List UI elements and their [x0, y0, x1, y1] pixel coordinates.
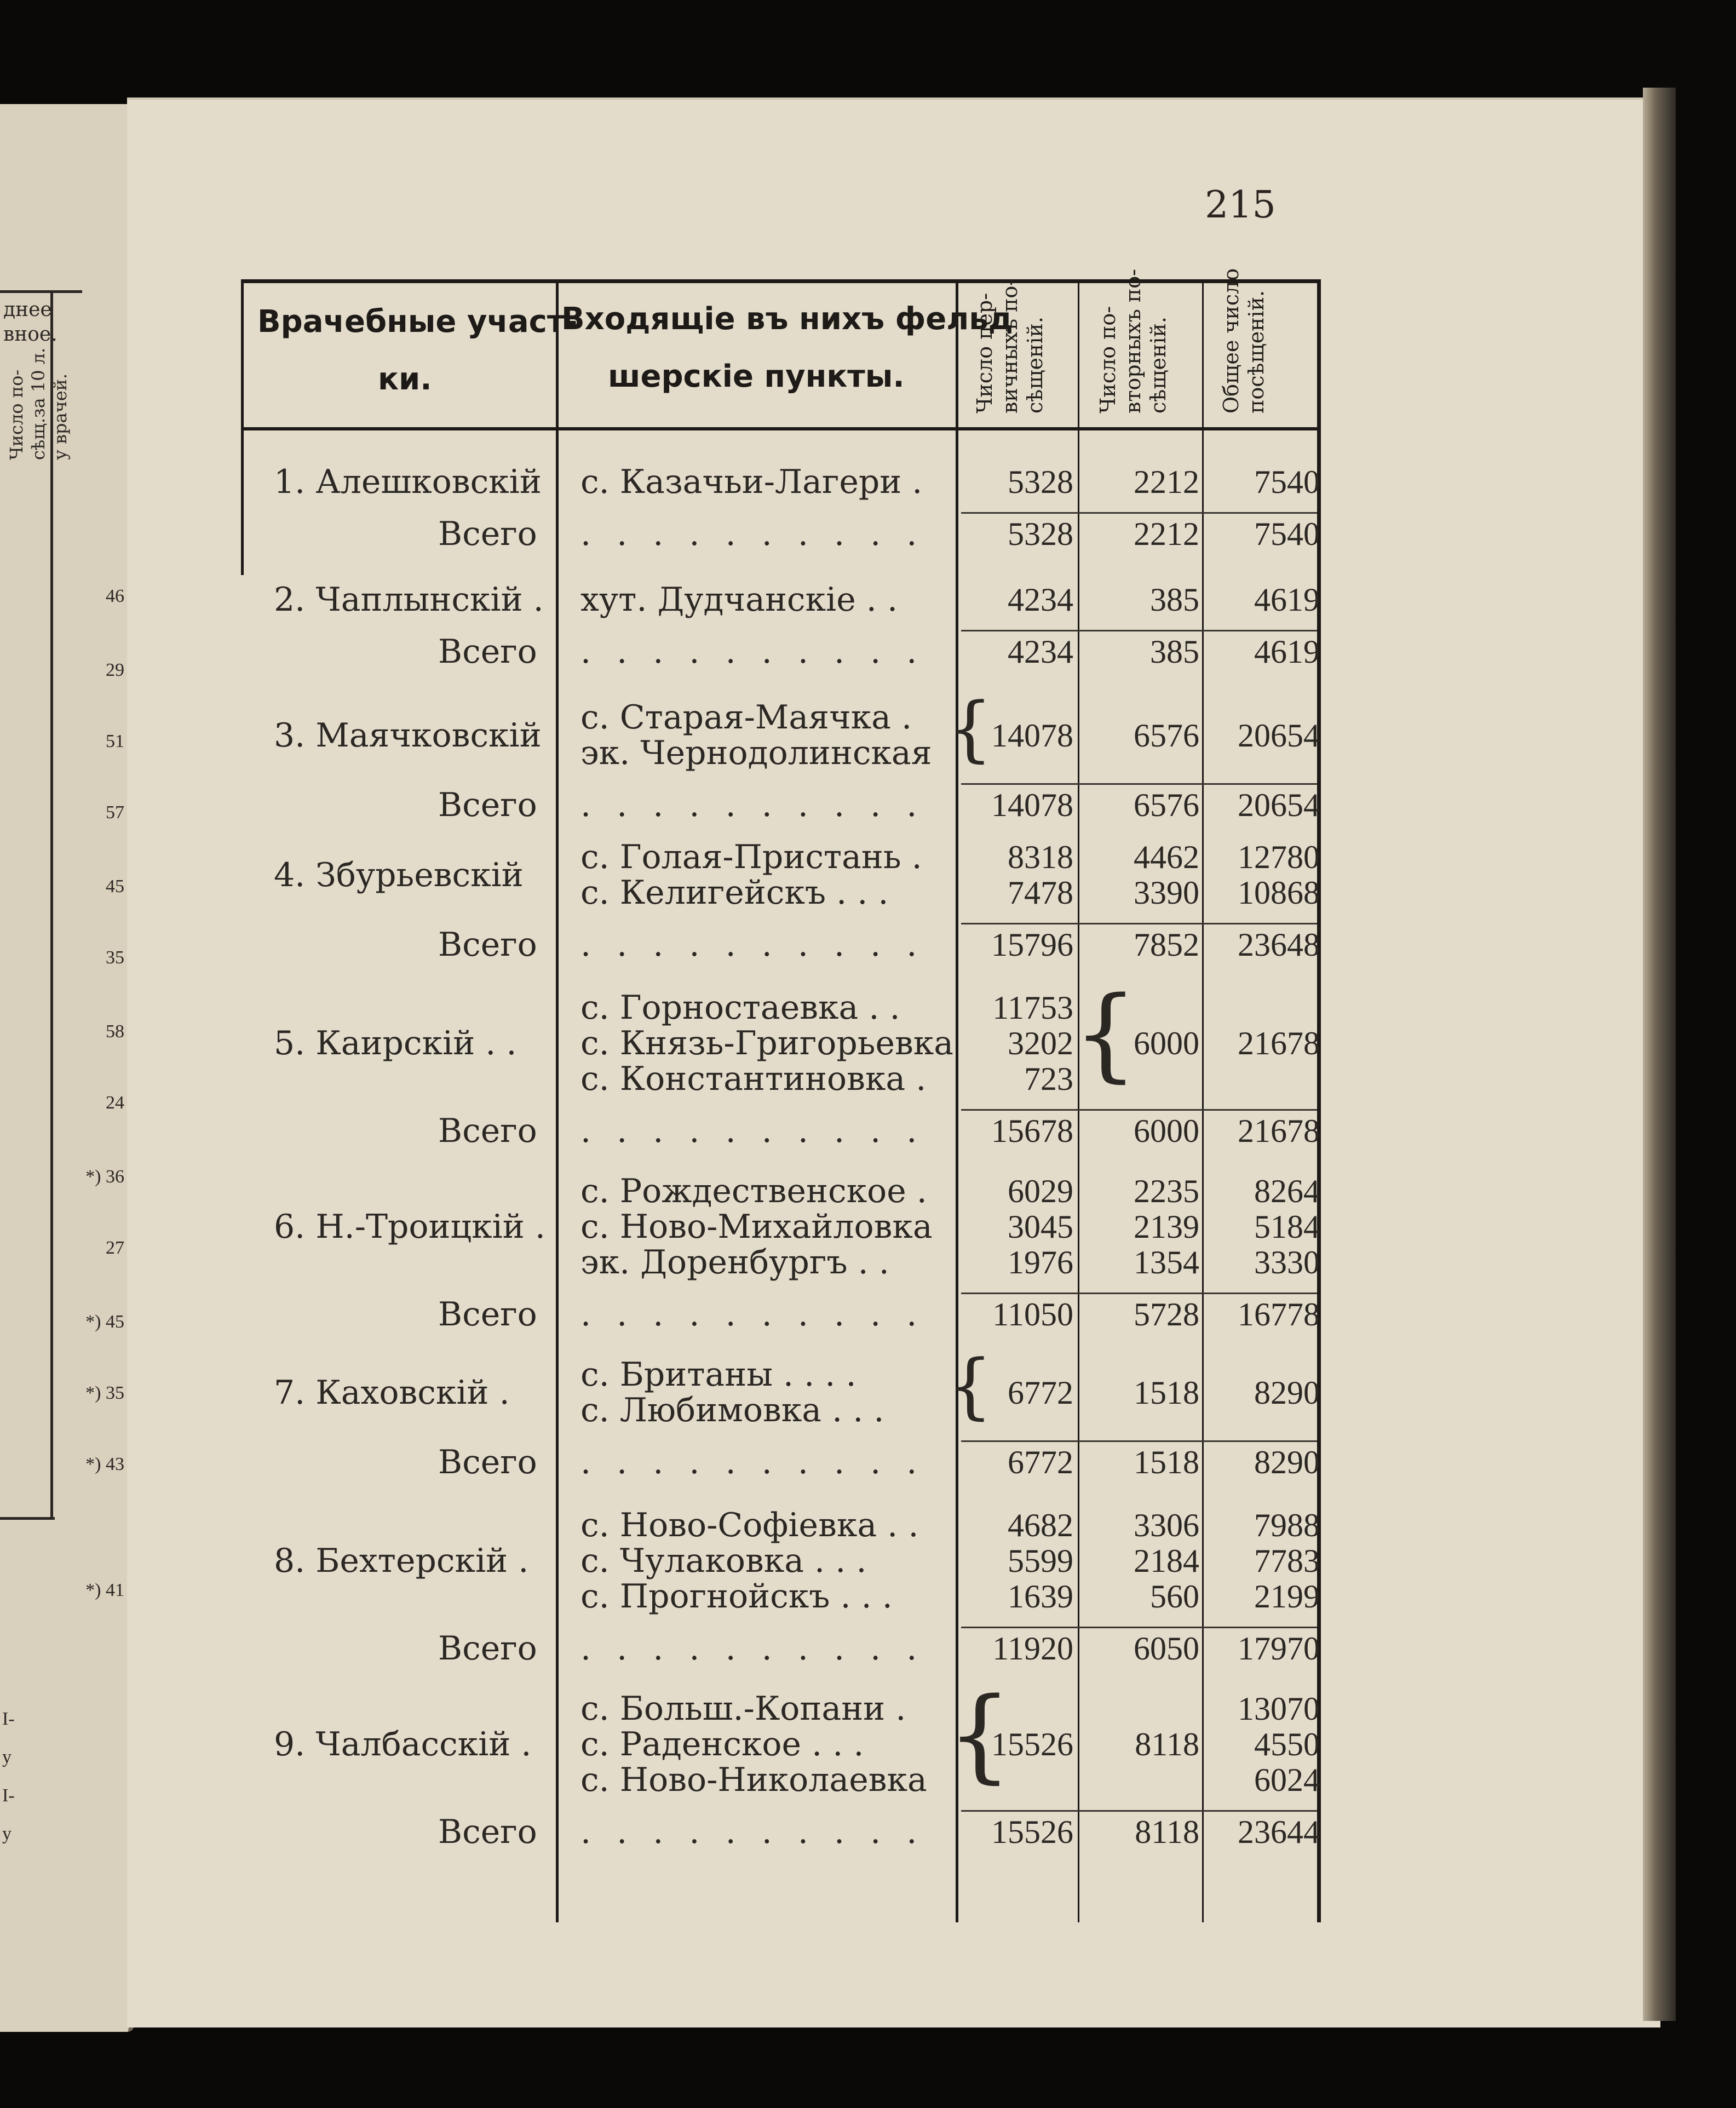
prev-header-line: днее: [3, 298, 52, 321]
subtotal-primary: 6772: [1008, 1444, 1073, 1480]
feldsher-point: с. Ново-Софіевка . .: [580, 1506, 919, 1544]
feldsher-point: с. Раденское . . .: [580, 1725, 864, 1764]
header-repeat-visits: [1095, 269, 1171, 413]
prev-value: 45: [106, 876, 124, 897]
cell-repeat: 1354: [1134, 1244, 1199, 1280]
subtotal-total: 17970: [1238, 1630, 1320, 1667]
total-label: Всего: [438, 1295, 537, 1334]
cell-primary: 7478: [1008, 875, 1073, 911]
prev-value: 35: [106, 947, 124, 968]
cell-total: 7988: [1254, 1507, 1320, 1543]
district-name: 9. Чалбасскій .: [274, 1725, 532, 1764]
cell-total: 8264: [1254, 1173, 1320, 1209]
previous-page-strip: [0, 104, 134, 2032]
cell-repeat: 2235: [1134, 1173, 1199, 1209]
prev-margin-mark: у: [2, 1747, 12, 1767]
cell-repeat: 3390: [1134, 875, 1199, 911]
cell-primary: 1976: [1008, 1244, 1073, 1280]
subtotal-rule: [961, 1109, 1317, 1111]
subtotal-rule: [961, 512, 1317, 514]
table-left-rule: [241, 279, 244, 575]
subtotal-rule: [961, 1627, 1317, 1628]
district-name: 3. Маячковскій: [274, 716, 542, 755]
page-number: 215: [1205, 183, 1276, 227]
prev-value: *) 41: [85, 1580, 124, 1600]
header-primary-line: Число пер-: [973, 292, 997, 413]
header-points-line1: Входящіе въ нихъ фельд: [561, 301, 1013, 337]
header-primary-visits: [972, 279, 1048, 413]
leader-dots: . . . . . . . . . .: [580, 786, 925, 824]
prev-value: *) 43: [85, 1454, 124, 1474]
subtotal-repeat: 2212: [1134, 516, 1199, 552]
subtotal-total: 4619: [1254, 634, 1320, 670]
total-label: Всего: [438, 1443, 537, 1481]
total-label: Всего: [438, 786, 537, 824]
feldsher-point: эк. Доренбургъ . .: [580, 1243, 889, 1282]
district-name: 4. Збурьевскій: [274, 855, 524, 894]
cell-repeat: 4462: [1134, 839, 1199, 875]
subtotal-total: 16778: [1238, 1296, 1320, 1332]
feldsher-point: хут. Дудчанскіе . .: [580, 581, 898, 619]
feldsher-point: с. Казачьи-Лагери .: [580, 463, 923, 501]
prev-column-header-line: Число по-: [6, 369, 27, 460]
prev-value: 27: [106, 1238, 124, 1258]
prev-margin-mark: у: [2, 1824, 12, 1844]
leader-dots: . . . . . . . . . .: [580, 1443, 925, 1481]
header-districts-line1: Врачебные участ-: [257, 304, 578, 340]
district-name: 2. Чаплынскій .: [274, 581, 544, 619]
prev-header-rule: [0, 290, 82, 293]
subtotal-rule: [961, 1440, 1317, 1442]
prev-value: 51: [106, 731, 124, 751]
merged-cell-repeat: 1518: [1134, 1374, 1199, 1411]
merged-cell-primary: 15526: [991, 1726, 1073, 1762]
district-name: 7. Каховскій .: [274, 1373, 510, 1412]
cell-total: 3330: [1254, 1244, 1320, 1280]
feldsher-point: с. Князь-Григорьевка: [580, 1024, 954, 1062]
leader-dots: . . . . . . . . . .: [580, 633, 925, 671]
prev-header-line: вное.: [3, 323, 58, 346]
header-districts-line2: ки.: [378, 361, 432, 397]
total-label: Всего: [438, 633, 537, 671]
total-label: Всего: [438, 926, 537, 964]
header-total-visits: [1218, 268, 1269, 413]
leader-dots: . . . . . . . . . .: [580, 926, 925, 964]
cell-primary: 3045: [1008, 1209, 1073, 1245]
merged-cell-total: 21678: [1238, 1025, 1320, 1061]
cell-primary: 5599: [1008, 1543, 1073, 1579]
grouping-brace: {: [947, 687, 993, 770]
merged-cell-repeat: 6576: [1134, 717, 1199, 754]
subtotal-total: 20654: [1238, 787, 1320, 823]
subtotal-repeat: 5728: [1134, 1296, 1199, 1332]
header-repeat-line: Число по-: [1096, 306, 1120, 413]
total-label: Всего: [438, 1112, 537, 1150]
subtotal-primary: 15526: [991, 1814, 1073, 1850]
prev-column-header: [5, 329, 71, 460]
grouping-brace: {: [947, 1675, 1012, 1794]
subtotal-total: 23648: [1238, 927, 1320, 963]
merged-cell-primary: 6772: [1008, 1374, 1073, 1411]
header-points-line2: шерскіе пункты.: [608, 359, 905, 394]
subtotal-primary: 11050: [992, 1296, 1073, 1332]
subtotal-repeat: 1518: [1134, 1444, 1199, 1480]
cell-primary: 3202: [1008, 1025, 1073, 1061]
cell-total: 4550: [1254, 1726, 1320, 1762]
subtotal-primary: 11920: [992, 1630, 1073, 1667]
cell-total: 7783: [1254, 1543, 1320, 1579]
grouping-brace: {: [947, 1344, 993, 1427]
header-repeat-line: сѣщеній.: [1146, 317, 1170, 413]
subtotal-repeat: 385: [1150, 634, 1199, 670]
cell-primary: 4234: [1008, 582, 1073, 618]
column-rule-repeat: [1202, 279, 1204, 1922]
subtotal-total: 21678: [1238, 1113, 1320, 1149]
feldsher-point: с. Чулаковка . . .: [580, 1542, 867, 1580]
prev-margin-mark: I-: [2, 1785, 15, 1806]
prev-column-header-line: сѣщ.за 10 л.: [28, 347, 49, 460]
feldsher-point: с. Константиновка .: [580, 1060, 927, 1098]
header-primary-line: сѣщеній.: [1023, 317, 1047, 413]
feldsher-point: с. Ново-Николаевка: [580, 1761, 927, 1799]
cell-repeat: 3306: [1134, 1507, 1199, 1543]
merged-cell-total: 8290: [1254, 1374, 1320, 1411]
cell-primary: 723: [1024, 1061, 1073, 1097]
district-name: 5. Каирскій . .: [274, 1024, 517, 1062]
header-total-line: Общее число: [1219, 268, 1243, 413]
subtotal-total: 8290: [1254, 1444, 1320, 1480]
page-edge: [1643, 88, 1676, 2021]
feldsher-point: с. Келигейскъ . . .: [580, 874, 889, 912]
district-name: 1. Алешковскій: [274, 463, 542, 501]
feldsher-point: с. Прогнойскъ . . .: [580, 1577, 893, 1616]
merged-cell-primary: 14078: [991, 717, 1073, 754]
cell-primary: 6029: [1008, 1173, 1073, 1209]
subtotal-total: 7540: [1254, 516, 1320, 552]
prev-value: 24: [106, 1093, 124, 1113]
subtotal-rule: [961, 783, 1317, 785]
prev-value: *) 36: [85, 1167, 124, 1187]
subtotal-repeat: 6000: [1134, 1113, 1199, 1149]
subtotal-repeat: 7852: [1134, 927, 1199, 963]
grouping-brace: {: [1073, 974, 1138, 1093]
prev-value: 57: [106, 802, 124, 823]
prev-value: *) 35: [85, 1383, 124, 1403]
cell-total: 12780: [1238, 839, 1320, 875]
cell-repeat: 2212: [1134, 464, 1199, 500]
prev-value: 29: [106, 660, 124, 680]
leader-dots: . . . . . . . . . .: [580, 1629, 925, 1668]
feldsher-point: эк. Чернодолинская: [580, 734, 932, 772]
cell-primary: 5328: [1008, 464, 1073, 500]
leader-dots: . . . . . . . . . .: [580, 1112, 925, 1150]
feldsher-point: с. Горностаевка . .: [580, 989, 900, 1027]
cell-total: 10868: [1238, 875, 1320, 911]
district-name: 6. Н.-Троицкій .: [274, 1208, 545, 1246]
merged-cell-repeat: 6000: [1134, 1025, 1199, 1061]
leader-dots: . . . . . . . . . .: [580, 1295, 925, 1334]
subtotal-primary: 5328: [1008, 516, 1073, 552]
prev-margin-mark: I-: [2, 1709, 15, 1729]
cell-total: 7540: [1254, 464, 1320, 500]
cell-primary: 8318: [1008, 839, 1073, 875]
total-label: Всего: [438, 1629, 537, 1668]
cell-total: 6024: [1254, 1762, 1320, 1798]
header-total-line: посѣщеній.: [1244, 290, 1268, 413]
prev-value: 46: [106, 586, 124, 606]
subtotal-rule: [961, 1293, 1317, 1294]
feldsher-point: с. Британы . . . .: [580, 1355, 856, 1394]
cell-total: 4619: [1254, 582, 1320, 618]
prev-value: *) 45: [85, 1312, 124, 1332]
feldsher-point: с. Любимовка . . .: [580, 1391, 884, 1429]
cell-total: 2199: [1254, 1578, 1320, 1615]
subtotal-repeat: 8118: [1135, 1814, 1199, 1850]
feldsher-point: с. Ново-Михайловка: [580, 1208, 933, 1246]
subtotal-primary: 15678: [991, 1113, 1073, 1149]
feldsher-point: с. Рождественское .: [580, 1172, 927, 1210]
cell-total: 13070: [1238, 1691, 1320, 1727]
prev-column-rule: [50, 290, 53, 1517]
merged-cell-total: 20654: [1238, 717, 1320, 754]
leader-dots: . . . . . . . . . .: [580, 515, 925, 553]
total-label: Всего: [438, 515, 537, 553]
prev-value: 58: [106, 1021, 124, 1042]
prev-column-header-line: у врачей.: [50, 373, 71, 460]
cell-total: 5184: [1254, 1209, 1320, 1245]
feldsher-point: с. Больш.-Копани .: [580, 1690, 906, 1728]
cell-repeat: 385: [1150, 582, 1199, 618]
cell-repeat: 560: [1150, 1578, 1199, 1615]
header-repeat-line: вторныхъ по-: [1121, 269, 1145, 413]
subtotal-primary: 14078: [991, 787, 1073, 823]
subtotal-repeat: 6576: [1134, 787, 1199, 823]
column-rule-primary: [1078, 279, 1079, 1922]
table-header-rule: [244, 427, 1320, 430]
total-label: Всего: [438, 1813, 537, 1851]
subtotal-primary: 15796: [991, 927, 1073, 963]
subtotal-primary: 4234: [1008, 634, 1073, 670]
header-primary-line: вичныхъ по-: [998, 278, 1022, 413]
feldsher-point: с. Старая-Маячка .: [580, 698, 912, 737]
column-rule-districts: [556, 279, 559, 1922]
subtotal-rule: [961, 923, 1317, 924]
subtotal-rule: [961, 1810, 1317, 1812]
cell-repeat: 2184: [1134, 1543, 1199, 1579]
cell-repeat: 2139: [1134, 1209, 1199, 1245]
cell-primary: 4682: [1008, 1507, 1073, 1543]
subtotal-repeat: 6050: [1134, 1630, 1199, 1667]
cell-primary: 1639: [1008, 1578, 1073, 1615]
district-name: 8. Бехтерскій .: [274, 1542, 529, 1580]
merged-cell-repeat: 8118: [1135, 1726, 1199, 1762]
prev-bottom-rule: [0, 1517, 55, 1520]
subtotal-rule: [961, 630, 1317, 631]
cell-primary: 11753: [992, 990, 1073, 1026]
subtotal-total: 23644: [1238, 1814, 1320, 1850]
leader-dots: . . . . . . . . . .: [580, 1813, 925, 1851]
feldsher-point: с. Голая-Пристань .: [580, 838, 922, 876]
